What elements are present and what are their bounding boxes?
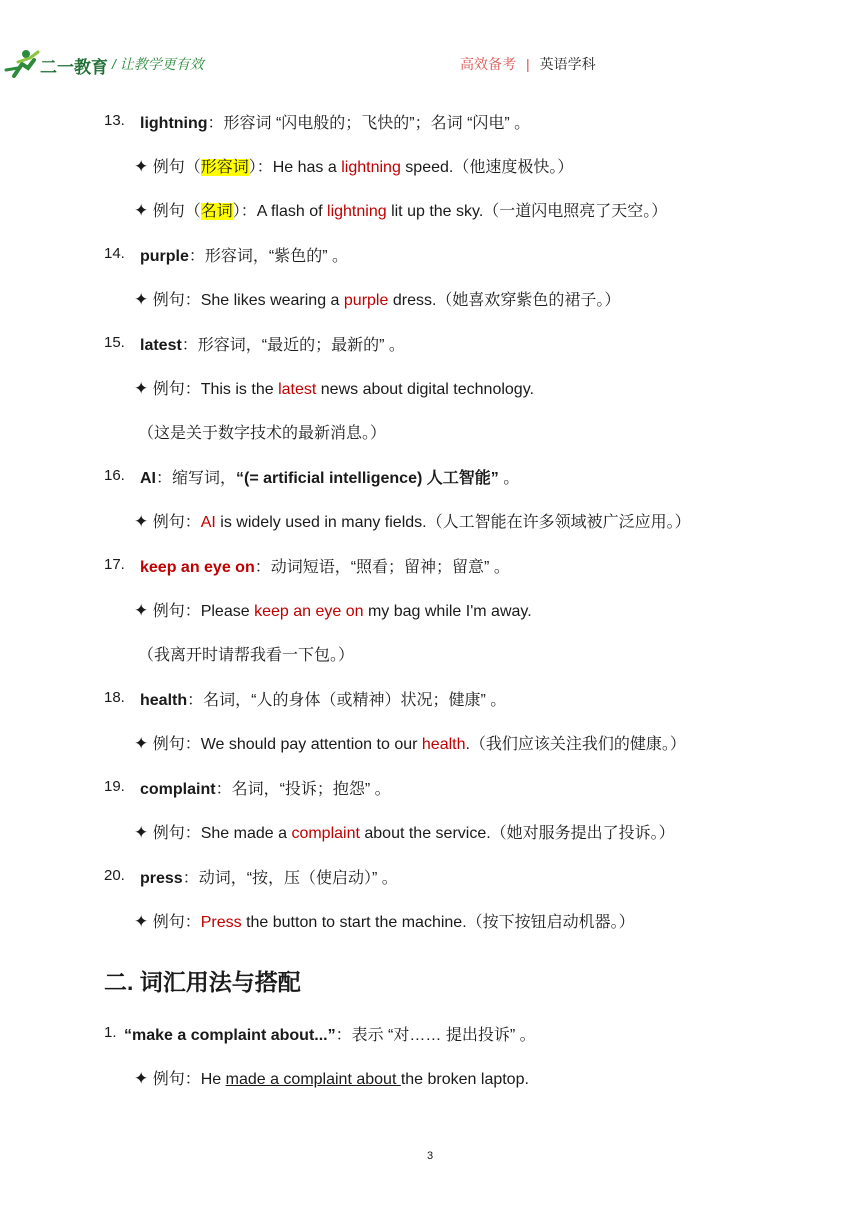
- entry-word: latest: [140, 337, 182, 354]
- entry-definition: ：名词，“投诉；抱怨” 。: [215, 781, 391, 798]
- example-text: my bag while I'm away.: [363, 603, 532, 620]
- example-text: news about digital technology.: [316, 381, 534, 398]
- usage-example-1: [134, 1066, 529, 1089]
- entry-number: 16.: [104, 467, 125, 484]
- entry-word: AI: [140, 470, 156, 487]
- page-number: 3: [426, 1150, 434, 1162]
- svg-text:二一教育: 二一教育: [40, 58, 108, 78]
- example-text: speed.（他速度极快。）: [400, 159, 574, 176]
- usage-definition: ：表示 “对…… 提出投诉” 。: [335, 1027, 536, 1044]
- header-slogan: / 让教学更有效: [112, 56, 204, 72]
- example-15: [134, 376, 534, 399]
- example-text: 例句：: [152, 914, 201, 931]
- example-16: [134, 509, 691, 532]
- logo-runner-icon: [4, 46, 124, 80]
- star-bullet-icon: ✦: [134, 512, 149, 531]
- highlight-pos: 形容词: [200, 159, 249, 176]
- example-text: 例句：She likes wearing a: [152, 292, 344, 309]
- entry-definition: ：形容词，“最近的；最新的” 。: [181, 337, 405, 354]
- translation-17: （我离开时请帮我看一下包。）: [138, 647, 355, 664]
- entry-definition: ：形容词，“紫色的” 。: [188, 248, 348, 265]
- example-text: lit up the sky.（一道闪电照亮了天空。）: [386, 203, 668, 220]
- example-20: [134, 909, 635, 932]
- highlight-pos: 名词: [200, 203, 233, 220]
- keyword: purple: [343, 292, 389, 309]
- header-right-label: 英语学科: [539, 56, 596, 72]
- star-bullet-icon: ✦: [134, 290, 149, 309]
- keyword: lightning: [341, 159, 401, 176]
- entry-number: 18.: [104, 689, 125, 706]
- keyword: keep an eye on: [254, 603, 364, 620]
- example-18: [134, 731, 686, 754]
- usage-phrase: “make a complaint about...”: [124, 1027, 336, 1044]
- entry-definition: ：动词短语，“照看；留神；留意” 。: [254, 559, 510, 576]
- entry-definition: ：动词，“按，压（使启动）” 。: [182, 870, 398, 887]
- star-bullet-icon: ✦: [134, 734, 149, 753]
- example-13a: [134, 154, 573, 177]
- star-bullet-icon: ✦: [134, 912, 149, 931]
- star-bullet-icon: ✦: [134, 201, 149, 220]
- example-text: 例句：: [152, 514, 201, 531]
- entry-definition: ：缩写词，: [156, 470, 237, 487]
- entry-word: purple: [140, 248, 189, 265]
- example-text: is widely used in many fields.（人工智能在许多领域被广泛应用。）: [215, 514, 691, 531]
- keyword: complaint: [291, 825, 360, 842]
- entry-number: 13.: [104, 112, 125, 129]
- example-text: 例句：We should pay attention to our: [152, 736, 422, 753]
- item-number: 1.: [104, 1024, 117, 1041]
- star-bullet-icon: ✦: [134, 601, 149, 620]
- entry-number: 17.: [104, 556, 125, 573]
- example-text: ）：A flash of: [232, 203, 328, 220]
- entry-definition: ：名词，“人的身体（或精神）状况；健康” 。: [187, 692, 507, 709]
- example-text: 例句：He: [152, 1071, 226, 1088]
- example-19: [134, 820, 675, 843]
- example-text: ）：He has a: [248, 159, 342, 176]
- example-text: .（我们应该关注我们的健康。）: [465, 736, 686, 753]
- example-text: 例句：She made a: [152, 825, 292, 842]
- entry-word: press: [140, 870, 183, 887]
- header-separator: |: [526, 56, 530, 72]
- example-prefix: 例句（: [152, 203, 201, 220]
- entry-definition-bold: “(= artificial intelligence) 人工智能”: [236, 470, 499, 487]
- entry-definition: ：形容词 “闪电般的；飞快的”；名词 “闪电” 。: [207, 115, 531, 132]
- entry-number: 19.: [104, 778, 125, 795]
- example-text: about the service.（她对服务提出了投诉。）: [359, 825, 675, 842]
- keyword: Press: [200, 914, 242, 931]
- keyword: health: [421, 736, 466, 753]
- example-prefix: 例句（: [152, 159, 201, 176]
- header-left-label: 高效备考: [460, 56, 516, 72]
- example-14: [134, 287, 620, 310]
- entry-number: 15.: [104, 334, 125, 351]
- star-bullet-icon: ✦: [134, 157, 149, 176]
- entry-word: complaint: [140, 781, 216, 798]
- example-text: 例句：Please: [152, 603, 255, 620]
- star-bullet-icon: ✦: [134, 379, 149, 398]
- entry-number: 14.: [104, 245, 125, 262]
- entry-definition-end: 。: [498, 470, 520, 487]
- entry-word: lightning: [140, 115, 208, 132]
- example-text: dress.（她喜欢穿紫色的裙子。）: [388, 292, 621, 309]
- entry-word: keep an eye on: [140, 559, 255, 576]
- page-header: [0, 0, 860, 90]
- entry-number: 20.: [104, 867, 125, 884]
- example-text: 例句：This is the: [152, 381, 279, 398]
- star-bullet-icon: ✦: [134, 823, 149, 842]
- example-13b: [134, 198, 667, 221]
- translation-15: （这是关于数字技术的最新消息。）: [138, 425, 387, 442]
- example-text: the button to start the machine.（按下按钮启动机器。）: [241, 914, 635, 931]
- underlined-phrase: made a complaint about: [225, 1071, 401, 1088]
- example-17: [134, 598, 532, 621]
- keyword: AI: [200, 514, 216, 531]
- keyword: lightning: [327, 203, 387, 220]
- header-subject: [460, 54, 596, 74]
- entry-word: health: [140, 692, 188, 709]
- star-bullet-icon: ✦: [134, 1069, 149, 1088]
- example-text: the broken laptop.: [400, 1071, 529, 1088]
- section-heading: 二. 词汇用法与搭配: [104, 969, 301, 995]
- keyword: latest: [278, 381, 317, 398]
